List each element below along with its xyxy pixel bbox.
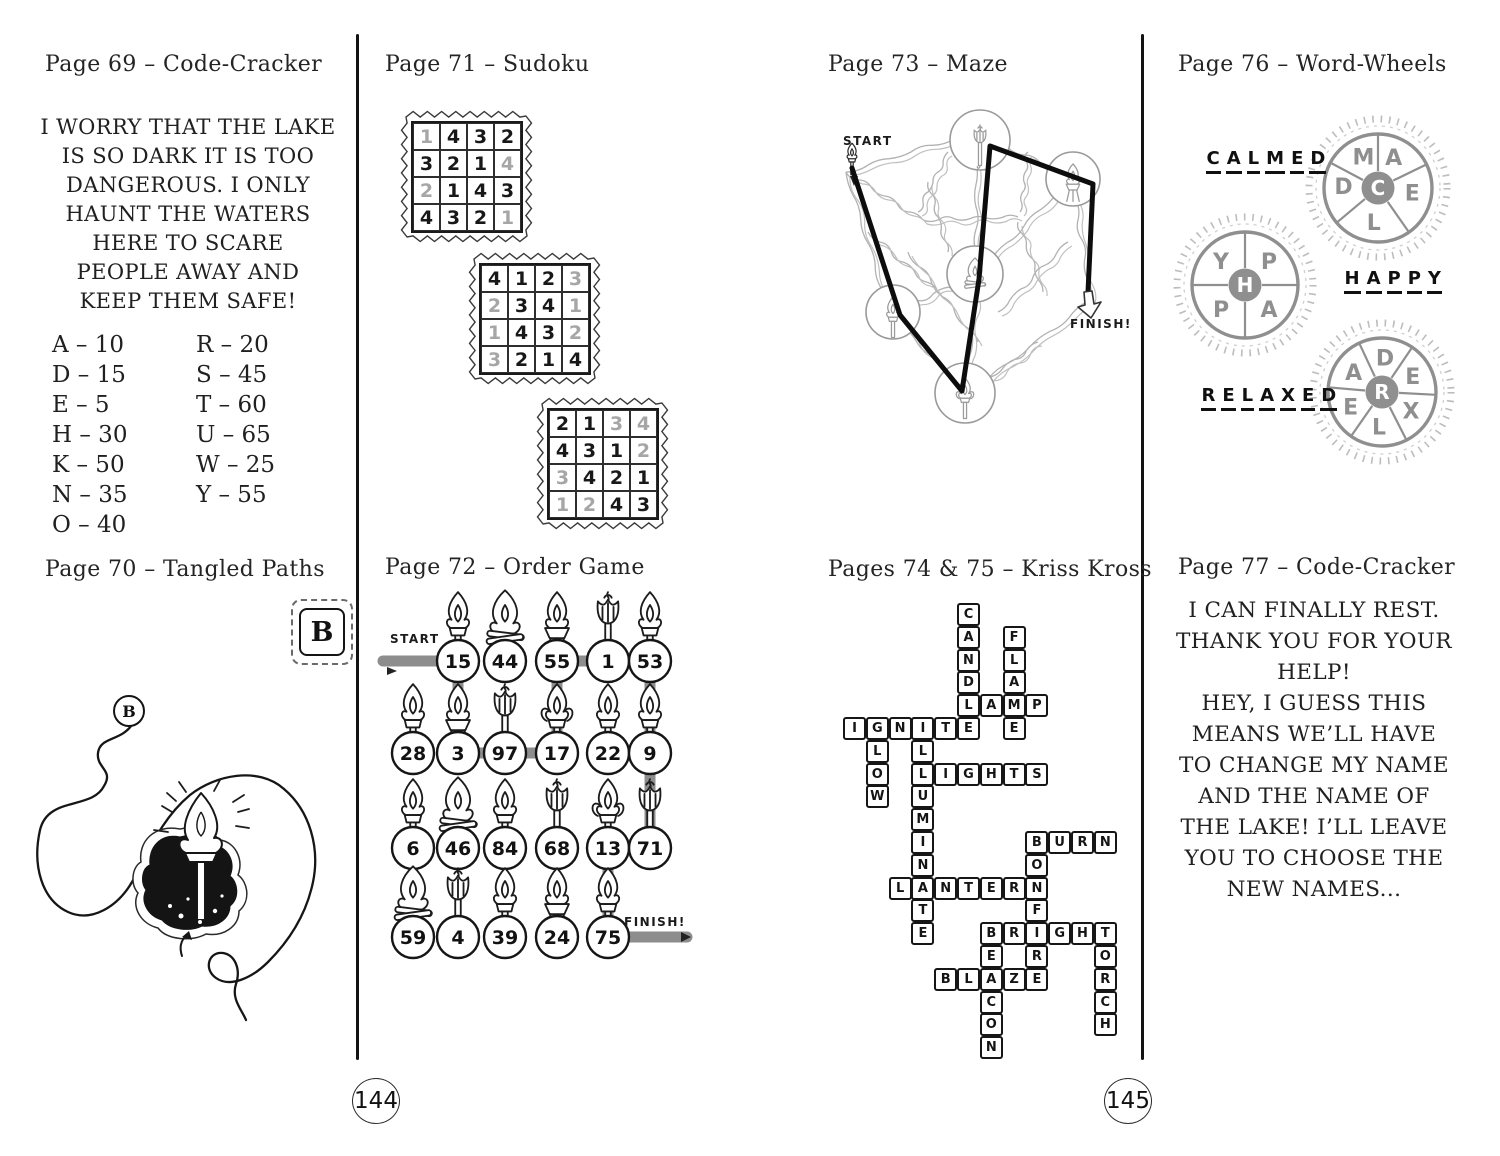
- code-pair: K – 50: [52, 452, 125, 478]
- kriss-kross-cell: E: [911, 922, 934, 945]
- sudoku-cell: 2: [535, 265, 562, 292]
- kriss-kross-cell: S: [1025, 763, 1048, 786]
- section-title-kriss-kross-74-75: Pages 74 & 75 – Kriss Kross: [828, 557, 1152, 582]
- order-game-number: 17: [543, 742, 571, 765]
- order-game-number: 46: [444, 837, 472, 860]
- order-game-number: 22: [594, 742, 622, 765]
- kriss-kross-cell: N: [934, 877, 957, 900]
- kriss-kross-cell: U: [911, 785, 934, 808]
- sudoku-cell: 4: [494, 150, 521, 177]
- answer-line: THANK YOU FOR YOUR: [1176, 629, 1452, 654]
- kriss-kross-cell: A: [911, 877, 934, 900]
- order-game-number: 53: [636, 650, 664, 673]
- sudoku-cell: 1: [576, 410, 603, 437]
- word-wheel-letter: L: [1366, 211, 1381, 237]
- word-wheel-letter: L: [1371, 415, 1387, 441]
- kriss-kross-cell: P: [1025, 694, 1048, 717]
- answer-letter: Y: [1427, 268, 1442, 294]
- kriss-kross-cell: L: [889, 877, 912, 900]
- section-title-word-wheels-76: Page 76 – Word-Wheels: [1178, 52, 1447, 77]
- word-wheel-answer-happy: [1341, 268, 1444, 294]
- order-game-number: 84: [491, 837, 519, 860]
- section-title-maze-73: Page 73 – Maze: [828, 52, 1008, 77]
- sudoku-cell: 3: [494, 177, 521, 204]
- code-cracker-69-answer-text: [30, 113, 346, 316]
- code-pair: R – 20: [196, 332, 269, 358]
- order-game-number: 71: [636, 837, 664, 860]
- kriss-kross-cell: L: [866, 740, 889, 763]
- sudoku-cell: 3: [481, 346, 508, 373]
- kriss-kross-cell: F: [1025, 899, 1048, 922]
- kriss-kross-cell: I: [911, 831, 934, 854]
- word-wheel-letter: D: [1375, 346, 1395, 372]
- sudoku-cell: 3: [603, 410, 630, 437]
- kriss-kross-cell: B: [934, 968, 957, 991]
- answer-letter: A: [1259, 385, 1275, 411]
- sudoku-grid: [534, 395, 672, 533]
- answer-line: HERE TO SCARE: [92, 231, 284, 255]
- sudoku-cell: 2: [549, 410, 576, 437]
- sudoku-grid: [466, 250, 604, 388]
- answer-badge-letter: B: [299, 608, 345, 656]
- section-title-tangled-paths-70: Page 70 – Tangled Paths: [45, 557, 325, 582]
- sudoku-cell: 4: [481, 265, 508, 292]
- sudoku-cell: 1: [603, 437, 630, 464]
- word-wheel-answer-calmed: [1203, 148, 1329, 174]
- answer-line: NEW NAMES...: [1226, 877, 1402, 902]
- sudoku-cell: 4: [562, 346, 589, 373]
- kriss-kross-cell: U: [1048, 831, 1071, 854]
- kriss-kross-cell: A: [980, 968, 1003, 991]
- sudoku-cell: 4: [603, 491, 630, 518]
- tangled-path-start-label: B: [113, 695, 145, 727]
- kriss-kross-cell: E: [980, 945, 1003, 968]
- order-game-number: 13: [594, 837, 622, 860]
- order-game-number: 6: [406, 837, 420, 860]
- order-game-number: 97: [491, 742, 519, 765]
- word-wheel-letter: P: [1212, 297, 1230, 323]
- sudoku-cell: 2: [508, 346, 535, 373]
- kriss-kross-cell: W: [866, 785, 889, 808]
- kriss-kross-cell: O: [866, 763, 889, 786]
- kriss-kross-cell: C: [980, 991, 1003, 1014]
- kriss-kross-cell: E: [1003, 717, 1026, 740]
- sudoku-cell: 2: [576, 491, 603, 518]
- sudoku-cell: 1: [494, 204, 521, 231]
- code-pair: H – 30: [52, 422, 128, 448]
- answer-letter: L: [1241, 385, 1254, 411]
- sudoku-cell: 3: [630, 491, 657, 518]
- sudoku-cell: 4: [576, 464, 603, 491]
- kriss-kross-cell: G: [957, 763, 980, 786]
- sudoku-cell: 2: [467, 204, 494, 231]
- order-game-number: 24: [543, 926, 571, 949]
- kriss-kross-cell: O: [980, 1013, 1003, 1036]
- word-wheel-center-letter: H: [1236, 273, 1254, 298]
- answer-letter: D: [1320, 385, 1337, 411]
- sudoku-cell: 2: [413, 177, 440, 204]
- kriss-kross-cell: L: [1003, 649, 1026, 672]
- sudoku-cell: 1: [481, 319, 508, 346]
- section-title-sudoku-71: Page 71 – Sudoku: [385, 52, 590, 77]
- answer-letter: E: [1290, 148, 1304, 174]
- sudoku-cell: 2: [440, 150, 467, 177]
- sudoku-cell: 4: [413, 204, 440, 231]
- answer-line: I WORRY THAT THE LAKE: [40, 115, 336, 139]
- sudoku-cell: 3: [549, 464, 576, 491]
- kriss-kross-cell: H: [1071, 922, 1094, 945]
- word-wheel-center-letter: C: [1370, 176, 1386, 201]
- answer-line: DANGEROUS. I ONLY: [65, 173, 311, 197]
- kriss-kross-cell: N: [957, 649, 980, 672]
- sudoku-cell: 1: [413, 123, 440, 150]
- sudoku-cell: 1: [549, 491, 576, 518]
- answer-letter: M: [1265, 148, 1285, 174]
- answer-letter: P: [1407, 268, 1422, 294]
- order-game-number: 15: [444, 650, 472, 673]
- sudoku-cell: 2: [494, 123, 521, 150]
- order-game-number: 55: [543, 650, 571, 673]
- answer-line: IS SO DARK IT IS TOO: [61, 144, 315, 168]
- sudoku-cell: 4: [630, 410, 657, 437]
- word-wheel-letter: A: [1385, 146, 1403, 172]
- kriss-kross-cell: I: [843, 717, 866, 740]
- sudoku-cell: 1: [562, 292, 589, 319]
- answer-letter: X: [1280, 385, 1296, 411]
- answer-letter: D: [1309, 148, 1326, 174]
- word-wheel: [1177, 217, 1313, 353]
- answer-line: TO CHANGE MY NAME: [1179, 753, 1449, 778]
- word-wheel-letter: A: [1345, 361, 1363, 387]
- page-number-right: 145: [1104, 1078, 1152, 1124]
- sudoku-cell: 4: [508, 319, 535, 346]
- kriss-kross-cell: L: [957, 968, 980, 991]
- kriss-kross-cell: E: [980, 877, 1003, 900]
- kriss-kross-cell: N: [889, 717, 912, 740]
- code-pair: E – 5: [52, 392, 110, 418]
- order-game-number: 9: [643, 742, 657, 765]
- answer-line: HEY, I GUESS THIS: [1201, 691, 1427, 716]
- order-game-number: 68: [543, 837, 571, 860]
- kriss-kross-cell: B: [980, 922, 1003, 945]
- answer-line: YOU TO CHOOSE THE: [1184, 846, 1444, 871]
- answer-line: AND THE NAME OF: [1198, 784, 1430, 809]
- sudoku-cell: 1: [630, 464, 657, 491]
- bonfire-icon: [486, 590, 524, 644]
- sudoku-cell: 1: [535, 346, 562, 373]
- code-pair: W – 25: [196, 452, 276, 478]
- answer-line: PEOPLE AWAY AND: [76, 260, 300, 284]
- bonfire-icon: [394, 866, 432, 920]
- kriss-kross-cell: C: [1094, 991, 1117, 1014]
- order-game-number: 44: [491, 650, 519, 673]
- answer-letter: L: [1247, 148, 1260, 174]
- answer-line: HELP!: [1277, 660, 1351, 685]
- kriss-kross-cell: R: [1094, 968, 1117, 991]
- word-wheel-center-letter: R: [1374, 380, 1390, 405]
- sudoku-cell: 2: [562, 319, 589, 346]
- kriss-kross-cell: T: [957, 877, 980, 900]
- answer-letter: E: [1221, 385, 1235, 411]
- kriss-kross-cell: H: [1094, 1013, 1117, 1036]
- kriss-kross-cell: L: [911, 763, 934, 786]
- answer-letter: R: [1201, 385, 1217, 411]
- sudoku-cell: 1: [467, 150, 494, 177]
- sudoku-cell: 3: [467, 123, 494, 150]
- sudoku-cell: 3: [576, 437, 603, 464]
- kriss-kross-cell: T: [1094, 922, 1117, 945]
- word-wheel-letter: P: [1260, 249, 1278, 275]
- word-wheel-letter: M: [1352, 145, 1375, 171]
- sudoku-cells: [479, 263, 591, 375]
- kriss-kross-cell: I: [934, 763, 957, 786]
- code-pair: D – 15: [52, 362, 126, 388]
- sudoku-cells: [411, 121, 523, 233]
- sudoku-cell: 2: [603, 464, 630, 491]
- kriss-kross-cell: N: [980, 1036, 1003, 1059]
- kriss-kross-cell: I: [1025, 922, 1048, 945]
- page-number-left: 144: [352, 1078, 400, 1124]
- word-wheel-letter: E: [1405, 365, 1421, 391]
- word-wheel-letter: A: [1260, 297, 1278, 323]
- kriss-kross-cell: L: [957, 694, 980, 717]
- kriss-kross-cell: L: [911, 740, 934, 763]
- kriss-kross-cell: R: [1003, 922, 1026, 945]
- kriss-kross-cell: O: [1094, 945, 1117, 968]
- kriss-kross-cell: B: [1025, 831, 1048, 854]
- sudoku-grid: [398, 108, 536, 246]
- order-game-number: 4: [451, 926, 465, 949]
- code-pair: U – 65: [196, 422, 271, 448]
- sudoku-cells: [547, 408, 659, 520]
- kriss-kross-cell: T: [934, 717, 957, 740]
- maze-finish-label: FINISH!: [1070, 317, 1132, 331]
- order-game-start-label: START: [390, 632, 440, 646]
- kriss-kross-cell: H: [980, 763, 1003, 786]
- sudoku-cell: 4: [549, 437, 576, 464]
- section-title-order-game-72: Page 72 – Order Game: [385, 555, 645, 580]
- section-title-code-cracker-77: Page 77 – Code-Cracker: [1178, 555, 1456, 580]
- bonfire-icon: [439, 777, 477, 831]
- sudoku-cell: 4: [535, 292, 562, 319]
- word-wheel-answer-relaxed: [1198, 385, 1340, 411]
- kriss-kross-cell: C: [957, 603, 980, 626]
- code-pair: T – 60: [196, 392, 267, 418]
- sudoku-cell: 3: [535, 319, 562, 346]
- kriss-kross-cell: E: [1025, 968, 1048, 991]
- code-pair: O – 40: [52, 512, 127, 538]
- order-game-number: 39: [491, 926, 519, 949]
- sudoku-cell: 3: [440, 204, 467, 231]
- code-pair: N – 35: [52, 482, 128, 508]
- kriss-kross-cell: D: [957, 671, 980, 694]
- answer-line: THE LAKE! I’LL LEAVE: [1180, 815, 1448, 840]
- answer-letter: A: [1226, 148, 1242, 174]
- answer-line: MEANS WE’LL HAVE: [1191, 722, 1437, 747]
- kriss-kross-cell: N: [911, 854, 934, 877]
- sudoku-cell: 4: [467, 177, 494, 204]
- sudoku-cell: 1: [440, 177, 467, 204]
- code-pair: A – 10: [52, 332, 124, 358]
- answer-letter: H: [1344, 268, 1361, 294]
- code-cracker-77-answer-text: [1158, 595, 1470, 905]
- order-game-finish-label: FINISH!: [624, 915, 686, 929]
- sudoku-cell: 3: [562, 265, 589, 292]
- answer-letter: E: [1301, 385, 1315, 411]
- answer-letter: A: [1366, 268, 1382, 294]
- kriss-kross-cell: R: [1025, 945, 1048, 968]
- answer-line: I CAN FINALLY REST.: [1188, 598, 1440, 623]
- tangled-paths-drawing: [30, 590, 360, 1060]
- order-game-number: 75: [594, 926, 622, 949]
- sudoku-cell: 4: [440, 123, 467, 150]
- sudoku-cell: 2: [481, 292, 508, 319]
- kriss-kross-cell: O: [1025, 854, 1048, 877]
- kriss-kross-cell: R: [1003, 877, 1026, 900]
- order-game-number: 28: [399, 742, 427, 765]
- kriss-kross-cell: R: [1071, 831, 1094, 854]
- word-wheel-letter: D: [1334, 175, 1353, 201]
- code-pair: Y – 55: [196, 482, 267, 508]
- answer-letter: P: [1387, 268, 1402, 294]
- kriss-kross-cell: N: [1094, 831, 1117, 854]
- word-wheel: [1309, 119, 1447, 257]
- maze-start-label: START: [843, 134, 893, 148]
- section-title-code-cracker-69: Page 69 – Code-Cracker: [45, 52, 323, 77]
- order-game-number: 1: [601, 650, 615, 673]
- word-wheel-letter: E: [1404, 181, 1420, 207]
- letter-code-list-left: [52, 330, 128, 540]
- kriss-kross-cell: A: [957, 626, 980, 649]
- word-wheel-letter: Y: [1213, 249, 1229, 275]
- answer-line: HAUNT THE WATERS: [65, 202, 311, 226]
- order-game-number: 59: [399, 926, 427, 949]
- kriss-kross-cell: Z: [1003, 968, 1026, 991]
- kriss-kross-cell: N: [1025, 877, 1048, 900]
- answer-letter: C: [1206, 148, 1221, 174]
- answer-line: KEEP THEM SAFE!: [79, 289, 297, 313]
- word-wheel-letter: X: [1402, 399, 1420, 425]
- code-pair: S – 45: [196, 362, 268, 388]
- kriss-kross-cell: I: [911, 717, 934, 740]
- sudoku-cell: 3: [508, 292, 535, 319]
- kriss-kross-cell: F: [1003, 626, 1026, 649]
- kriss-kross-cell: T: [911, 899, 934, 922]
- kriss-kross-cell: E: [957, 717, 980, 740]
- kriss-kross-cell: M: [911, 808, 934, 831]
- sudoku-cell: 1: [508, 265, 535, 292]
- word-wheel-letter: E: [1343, 395, 1359, 421]
- letter-code-list-right: [196, 330, 275, 510]
- kriss-kross-cell: G: [866, 717, 889, 740]
- sudoku-cell: 3: [413, 150, 440, 177]
- order-game-number: 3: [451, 742, 465, 765]
- kriss-kross-cell: G: [1048, 922, 1071, 945]
- kriss-kross-cell: T: [1003, 763, 1026, 786]
- kriss-kross-cell: A: [1003, 671, 1026, 694]
- kriss-kross-cell: A: [980, 694, 1003, 717]
- sudoku-cell: 2: [630, 437, 657, 464]
- kriss-kross-cell: M: [1003, 694, 1026, 717]
